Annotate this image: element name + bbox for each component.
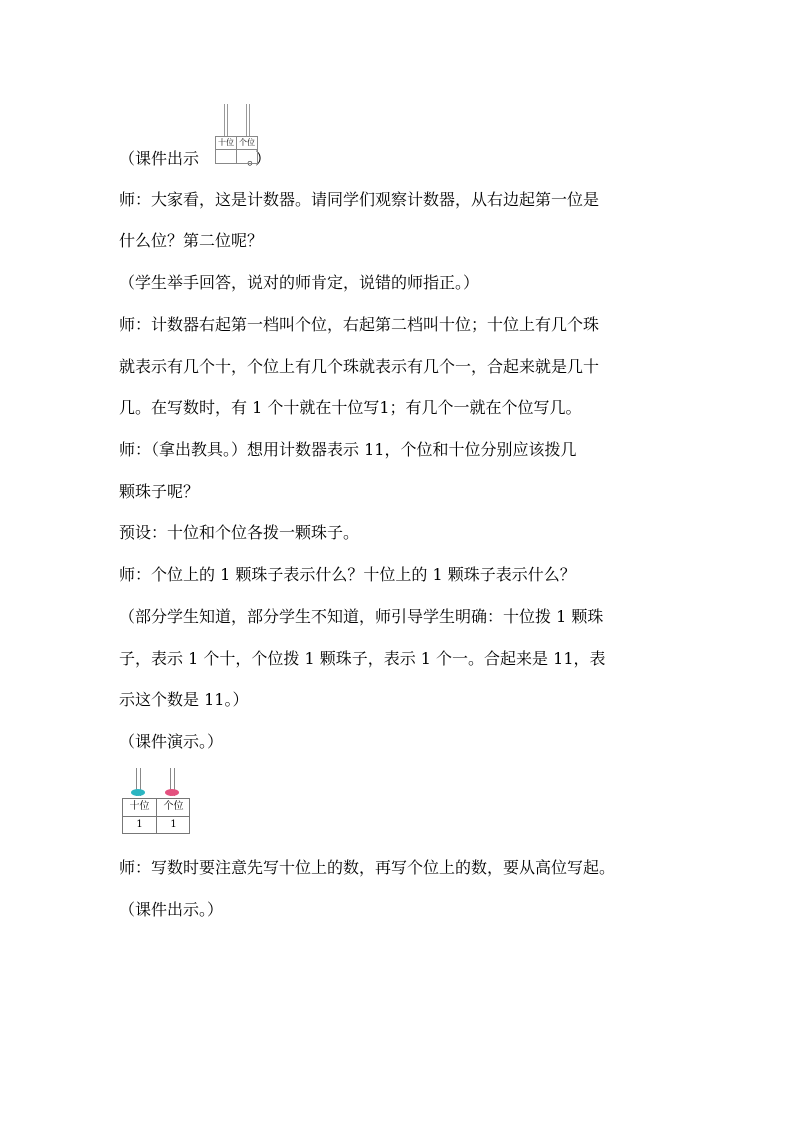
mini-counter-tens-label: 十位 <box>215 136 237 150</box>
text-line-15: （课件演示。） <box>119 732 224 751</box>
mini-counter-ones-label: 个位 <box>236 136 258 150</box>
text-line-3: 什么位？第二位呢？ <box>119 231 264 250</box>
text-line-1-start: （课件出示 <box>119 149 200 168</box>
text-line-10: 预设：十位和个位各拨一颗珠子。 <box>119 523 360 542</box>
text-line-6: 就表示有几个十，个位上有几个珠就表示有几个一，合起来就是几十 <box>119 357 600 376</box>
text-line-11: 师：个位上的 1 颗珠子表示什么？十位上的 1 颗珠子表示什么？ <box>119 565 576 584</box>
tens-bead <box>131 789 145 796</box>
text-line-14: 示这个数是 11。） <box>119 690 249 709</box>
text-line-12: （部分学生知道，部分学生不知道，师引导学生明确：十位拨 1 颗珠 <box>119 607 604 626</box>
text-line-13: 子，表示 1 个十，个位拨 1 颗珠子，表示 1 个一。合起来是 11，表 <box>119 649 606 668</box>
counter-image <box>122 768 192 836</box>
text-line-4: （学生举手回答，说对的师肯定，说错的师指正。） <box>119 273 480 292</box>
counter-tens-label: 十位 <box>129 801 150 812</box>
counter-ones-value: 1 <box>170 819 177 830</box>
counter-tens-value: 1 <box>136 819 143 830</box>
text-line-7: 几。在写数时，有 1 个十就在十位写1；有几个一就在个位写几。 <box>119 398 582 417</box>
ones-bead <box>165 789 179 796</box>
text-line-5: 师：计数器右起第一档叫个位，右起第二档叫十位；十位上有几个珠 <box>119 315 600 334</box>
text-line-8: 师：（拿出教具。）想用计数器表示 11，个位和十位分别应该拨几 <box>119 440 577 459</box>
text-line-9: 颗珠子呢？ <box>119 482 200 501</box>
mini-counter-image <box>213 104 259 166</box>
text-line-2: 师：大家看，这是计数器。请同学们观察计数器，从右边起第一位是 <box>119 190 600 209</box>
text-line-16: 师：写数时要注意先写十位上的数，再写个位上的数，要从高位写起。 <box>119 858 616 877</box>
text-line-17: （课件出示。） <box>119 900 224 919</box>
text-line-1-end: 。） <box>247 149 272 168</box>
counter-ones-label: 个位 <box>163 801 184 812</box>
